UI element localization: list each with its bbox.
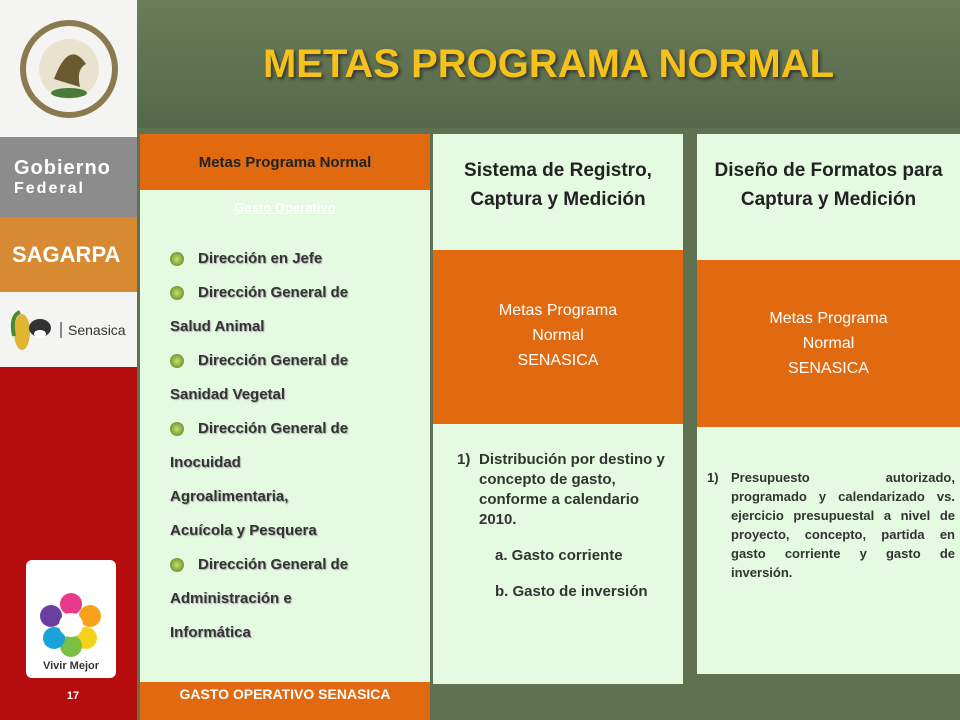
list-item-text: Sanidad Vegetal — [170, 386, 286, 403]
column3-header: Diseño de Formatos para Captura y Medición — [714, 160, 943, 210]
bullet-icon — [170, 286, 184, 300]
eagle-seal-icon — [14, 9, 124, 129]
list-item-text: Inocuidad — [170, 454, 241, 471]
corn-cow-icon — [6, 306, 54, 354]
list-item — [170, 548, 425, 650]
column1-footer: GASTO OPERATIVO SENASICA — [140, 682, 430, 720]
column-gasto-operativo — [140, 134, 430, 720]
list-item — [170, 276, 425, 344]
column3-list — [707, 468, 955, 582]
vivir-mejor-text: Vivir Mejor — [42, 660, 100, 672]
column2-header: Sistema de Registro, Captura y Medición — [464, 160, 652, 210]
list-item-text: Informática — [170, 624, 251, 641]
mid-text: SENASICA — [517, 352, 599, 369]
list-item-text: Dirección General de — [198, 420, 349, 437]
list-item-text: Dirección General de — [198, 284, 349, 301]
flower-logo-icon — [36, 590, 106, 660]
vivir-mejor-logo — [26, 560, 116, 678]
column-diseno-formatos — [697, 134, 960, 674]
list-item-text: Acuícola y Pesquera — [170, 522, 317, 539]
list-item-text: Presupuesto autorizado, programado y calendarizado vs. ejercicio presupuestal a nivel de proyecto, concepto, partida en gasto corriente y gasto de inversión. — [731, 470, 955, 580]
bullet-icon — [170, 354, 184, 368]
gobierno-text: Gobierno — [14, 156, 111, 179]
federal-text: Federal — [14, 179, 85, 197]
column2-orange-box — [433, 250, 683, 424]
mid-text: SENASICA — [788, 360, 869, 377]
column2-list — [457, 450, 677, 618]
list-item — [170, 242, 425, 276]
list-item — [170, 344, 425, 412]
list-number: 1) — [707, 470, 719, 485]
list-item-text: Agroalimentaria, — [170, 488, 289, 505]
bullet-icon — [170, 422, 184, 436]
list-number: 1) — [457, 451, 471, 468]
column3-orange-box — [697, 260, 960, 427]
mid-text: Normal — [802, 335, 855, 352]
gobierno-federal-logo — [0, 137, 137, 217]
sagarpa-text: SAGARPA — [12, 241, 121, 267]
sublist-item: a. Gasto corriente — [495, 547, 623, 564]
list-item-text: Dirección General de — [198, 556, 349, 573]
mid-text: Metas Programa — [498, 302, 618, 319]
page-title: METAS PROGRAMA NORMAL — [262, 42, 835, 86]
mid-text: Metas Programa — [769, 310, 888, 327]
page-number: 17 — [66, 690, 80, 702]
mid-text: Normal — [532, 327, 584, 344]
senasica-logo — [0, 292, 137, 367]
list-item-text: Dirección General de — [198, 352, 349, 369]
list-item-text: Dirección en Jefe — [198, 250, 323, 267]
direcciones-list — [170, 242, 425, 650]
list-item-text: Distribución por destino y concepto de gasto, conforme a calendario 2010. — [479, 451, 665, 528]
column1-subheader: Gasto Operativo — [234, 200, 336, 215]
list-item — [170, 412, 425, 548]
senasica-text: Senasica — [60, 322, 126, 338]
column-sistema-registro — [433, 134, 683, 684]
list-item-text: Administración e — [170, 590, 292, 607]
sagarpa-logo — [0, 217, 137, 292]
bullet-icon — [170, 252, 184, 266]
sublist-item: b. Gasto de inversión — [495, 583, 648, 600]
sublist — [457, 546, 677, 602]
coat-of-arms-logo — [0, 0, 137, 137]
column1-header: Metas Programa Normal — [140, 134, 430, 190]
list-item-text: Salud Animal — [170, 318, 265, 335]
bullet-icon — [170, 558, 184, 572]
